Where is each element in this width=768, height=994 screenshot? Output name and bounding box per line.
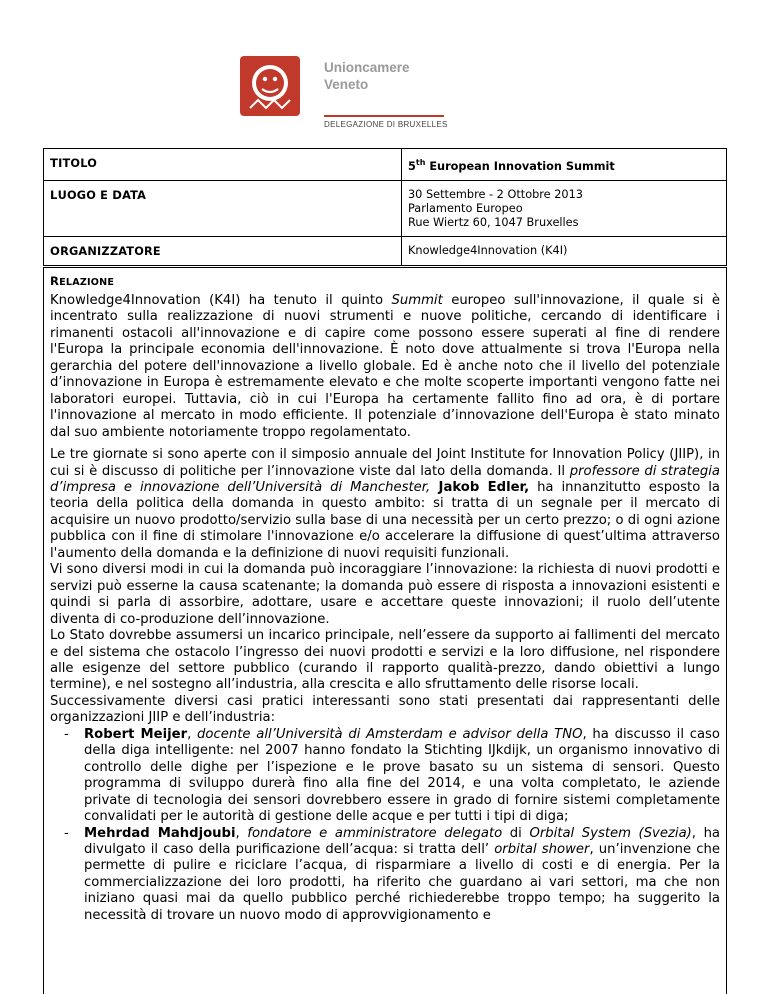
- organizer-row: [44, 236, 727, 265]
- report-section: [43, 267, 727, 994]
- place-date-value: 30 Settembre - 2 Ottobre 2013 Parlamento Europeo Rue Wiertz 60, 1047 Bruxelles: [402, 180, 727, 236]
- place-date-label: LUOGO E DATA: [44, 180, 402, 236]
- unioncamere-logo: [240, 56, 450, 136]
- event-title: 5th European Innovation Summit: [402, 149, 727, 181]
- speaker-list: [50, 727, 720, 924]
- lion-emblem-icon: [240, 56, 300, 116]
- organizer-label: ORGANIZZATORE: [44, 236, 402, 265]
- paragraph-state: Lo Stato dovrebbe assumersi un incarico principale, nell’essere da supporto ai fallimenti del mercato e del sistema che ostacolo l’ingresso dei nuovi prodotti e servizi e la loro diffusione, nel rispondere alle esigenze del settore pubblico (curando il rapporto qualità-prezzo, dando obiettivi a lungo termine), e nel sostegno all’industria, alla crescita e allo sfruttamento delle risorse locali.: [50, 628, 720, 693]
- list-item: - Robert Meijer, docente all’Università di Amsterdam e advisor della TNO, ha discusso il caso della diga intelligente: nel 2007 hanno fondato la Stichting IJkdijk, un organismo innovativo di controllo delle dighe per l’ispezione e le prove basato su un sistema di sensori. Questo programma di sviluppo durerà fino alla fine del 2014, e una volta completato, le aziende private di tecnologia dei sensori dovrebbero essere in grado di fornire sistemi completamente convalidati per le autorità di gestione delle acque e per tutti i tipi di diga;: [64, 726, 720, 825]
- logo-divider: [324, 115, 444, 117]
- organizer-value: Knowledge4Innovation (K4I): [402, 236, 727, 265]
- paragraph-demand: Vi sono diversi modi in cui la domanda può incoraggiare l’innovazione: la richiesta di nuovi prodotti e servizi può esserne la causa scatenante; la domanda può essere di risposta a innovazioni esistenti e quindi si parla di assorbire, adottare, usare e accettare queste innovazioni; il ruolo dell’utente diventa di co-produzione dell’innovazione.: [50, 562, 720, 627]
- paragraph-intro: Knowledge4Innovation (K4I) ha tenuto il quinto Summit europeo sull'innovazione, il quale si è incentrato sulla realizzazione di nuovi strumenti e nuove politiche, cercando di identificare i rimanenti ostacoli all'innovazione e di capire come possono essere superati al fine di rendere l'Europa la principale economia dell'innovazione. È noto dove attualmente si trova l'Europa nella gerarchia del potere dell'innovazione a livello globale. Ed è anche noto che il livello del potenziale d’innovazione in Europa è estremamente elevato e che molte scoperte importanti vengono fatte nei laboratori europei. Tuttavia, ciò in cui l'Europa ha certamente fallito fino ad ora, è di portare l'innovazione al mercato in modo efficiente. Il potenziale d’innovazione dell'Europa è stato minato dal suo ambiente notoriamente troppo regolamentato.: [50, 293, 720, 440]
- title-label: TITOLO: [44, 149, 402, 181]
- paragraph-cases: Successivamente diversi casi pratici interessanti sono stati presentati dai rappresentanti delle organizzazioni JIIP e dell’industria:: [50, 693, 720, 726]
- delegation-label: DELEGAZIONE DI BRUXELLES: [324, 120, 448, 129]
- organization-name: Unioncamere Veneto: [324, 60, 410, 92]
- event-info-table: [43, 148, 727, 266]
- paragraph-jiip: Le tre giornate si sono aperte con il simposio annuale del Joint Institute for Innovation Policy (JIIP), in cui si è discusso di politiche per l’innovazione viste dal lato della domanda. Il professore di strategia d’impresa e innovazione dell’Università di Manchester, Jakob Edler, ha innanzitutto esposto la teoria della politica della domanda in questo ambito: si tratta di un segnale per il mercato di acquisire un nuovo prodotto/servizio sulla base di una necessità per un certo prezzo; o di ogni azione pubblica con il fine di stimolare l'innovazione e/o accelerare la diffusione di quest’ultima attraverso l'aumento della domanda e la definizione di nuovi requisiti funzionali.: [50, 447, 720, 561]
- title-row: [44, 149, 727, 181]
- report-label: RELAZIONE: [50, 274, 115, 288]
- place-date-row: [44, 180, 727, 236]
- list-item: - Mehrdad Mahdjoubi, fondatore e amministratore delegato di Orbital System (Svezia), ha divulgato il caso della purificazione dell’acqua: si tratta dell’ orbital shower, un’invenzione che permette di pulire e riciclare l’acqua, di risparmiare a livello di costi e di energia. Per la commercializzazione dei loro prodotti, ha riferito che guardano ai vari settori, ma che non iniziano quasi mai da quello pubblico perché richiederebbe troppo tempo; ha suggerito la necessità di trovare un nuovo modo di approvvigionamento e: [64, 825, 721, 923]
